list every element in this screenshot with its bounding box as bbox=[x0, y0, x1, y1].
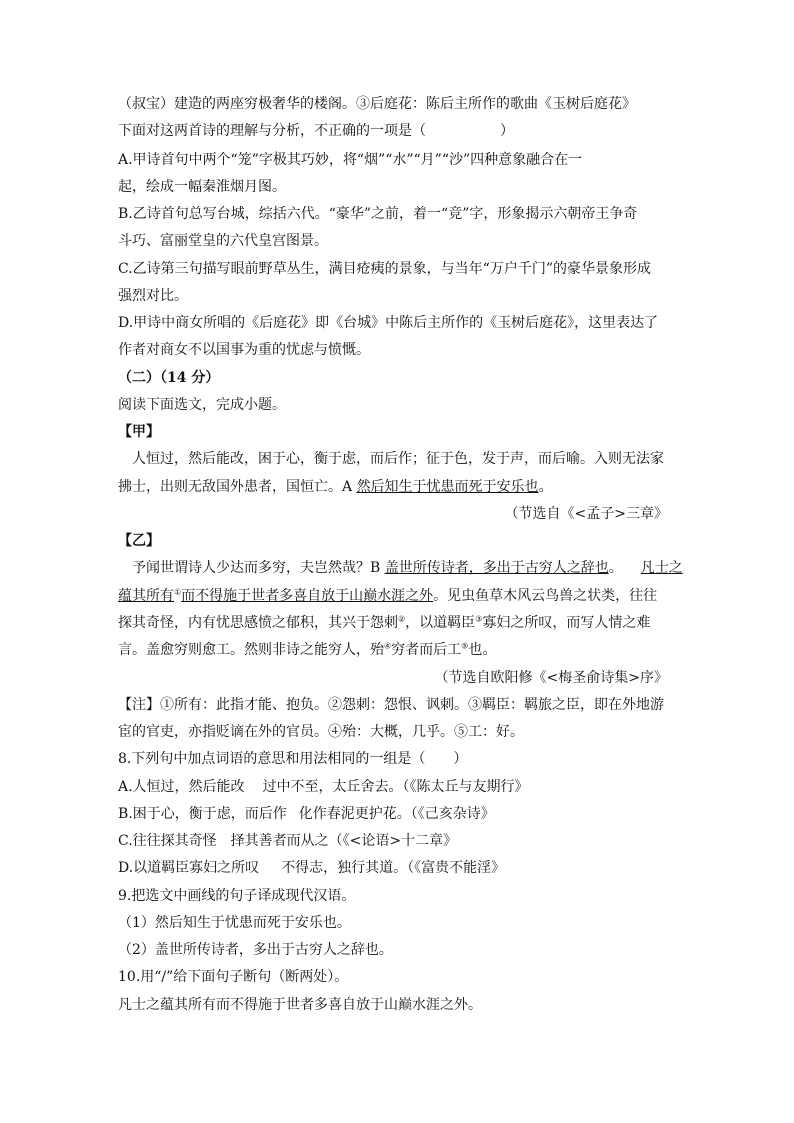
underlined-phrase: 凡士之 bbox=[640, 560, 683, 576]
option-d-line1: D.甲诗中商女所唱的《后庭花》即《台城》中陈后主所作的《玉树后庭花》，这里表达了 bbox=[118, 315, 659, 331]
passage-yi-line2 bbox=[118, 586, 678, 606]
passage-text: 寡妇之所叹，而写人情之难 bbox=[482, 615, 651, 631]
passage-text: 。 bbox=[608, 560, 623, 576]
underlined-phrase: 蕴其所有 bbox=[118, 588, 174, 604]
option-right: 过中不至，太丘舍去。（《陈太丘与友期行》 bbox=[262, 779, 529, 795]
option-left: A.人恒过，然后能改 bbox=[118, 779, 245, 795]
passage-yi-line1 bbox=[118, 558, 692, 578]
option-left: D.以道羁臣寡妇之所叹 bbox=[118, 860, 260, 876]
option-left: B.困于心，衡于虑，而后作 bbox=[118, 806, 287, 822]
option-a-line1: A.甲诗首句中两个“笼”字极其巧妙，将“烟”“水”“月”“沙”四种意象融合在一 bbox=[118, 152, 583, 168]
question-stem bbox=[118, 121, 678, 141]
option-right: 择其善者而从之（《<论语>十二章》 bbox=[230, 833, 458, 849]
option-left: C.往往探其奇怪 bbox=[118, 833, 217, 849]
passage-jia-label: 【甲】 bbox=[118, 424, 160, 440]
passage-jia-line1: 人恒过，然后能改，困于心，衡于虑，而后作；征于色，发于声，而后喻。入则无法家 bbox=[132, 451, 664, 467]
footnote-mark: ② bbox=[398, 614, 406, 624]
q8-option-d bbox=[118, 858, 678, 878]
footnote-mark: ① bbox=[174, 587, 182, 597]
passage-text: 探其奇怪，内有忧思感愤之郁积，其兴于怨刺 bbox=[118, 615, 398, 631]
question-stem-text: 下面对这两首诗的理解与分析，不正确的一项是（ bbox=[118, 123, 426, 139]
source-yi: （节选自欧阳修《<梅圣俞诗集>序》 bbox=[434, 670, 668, 686]
passage-text: 。 bbox=[538, 479, 553, 495]
option-right: 不得志，独行其道。（《富贵不能淫》 bbox=[281, 860, 506, 876]
underlined-phrase: 而不得施于世者多喜自放于山巅水涯之外 bbox=[181, 588, 434, 604]
option-b-line2: 斗巧、富丽堂皇的六代皇宫图景。 bbox=[118, 233, 328, 249]
passage-text: ，以道羁臣 bbox=[405, 615, 476, 631]
option-c-line2: 强烈对比。 bbox=[118, 288, 188, 304]
section-heading: （二）（14 分） bbox=[118, 370, 220, 386]
q10-sentence: 凡士之蕴其所有而不得施于世者多喜自放于山巅水涯之外。 bbox=[118, 997, 482, 1013]
source-jia: （节选自《<孟子>三章》 bbox=[504, 506, 668, 522]
question-9: 9.把选文中画线的句子译成现代汉语。 bbox=[118, 888, 356, 904]
passage-text: 言。盖愈穷则愈工。然则非诗之能穷人，殆 bbox=[118, 642, 384, 658]
notes-line2: 宦的官吏，亦指贬谪在外的官员。④殆：大概，几乎。⑤工：好。 bbox=[118, 724, 524, 740]
q8-option-b bbox=[118, 804, 678, 824]
underlined-sentence-a: 然后知生于忧患而死于安乐也 bbox=[356, 479, 539, 495]
instruction-text: 阅读下面选文，完成小题。 bbox=[118, 397, 286, 413]
footnote-mark: ③ bbox=[475, 614, 483, 624]
notes-line1: 【注】①所有：此指才能、抱负。②怨刺：怨恨、讽刺。③羁臣：羁旅之臣，即在外地游 bbox=[118, 697, 664, 713]
footnote-line: （叔宝）建造的两座穷极奢华的楼阁。③后庭花：陈后主所作的歌曲《玉树后庭花》 bbox=[118, 96, 636, 112]
passage-text: 也。 bbox=[468, 642, 497, 658]
option-right: 化作春泥更护花。（《己亥杂诗》 bbox=[298, 806, 495, 822]
passage-yi-line4 bbox=[118, 640, 678, 660]
option-c-line1: C.乙诗第三句描写眼前野草丛生，满目疮痍的景象，与当年“万户千门”的豪华景象形成 bbox=[118, 261, 651, 277]
passage-text: 。见虫鱼草木风云鸟兽之状类，往往 bbox=[433, 588, 658, 604]
q8-option-c bbox=[118, 831, 678, 851]
q9-item-2: （2）盖世所传诗者，多出于古穷人之辞也。 bbox=[118, 942, 393, 958]
question-10: 10.用“/”给下面句子断句（断两处）。 bbox=[118, 969, 349, 985]
option-d-line2: 作者对商女不以国事为重的忧虑与愤慨。 bbox=[118, 342, 370, 358]
underlined-sentence-b: 盖世所传诗者，多出于古穷人之辞也 bbox=[384, 560, 609, 576]
passage-text: 予闻世谓诗人少达而多穷，夫岂然哉？B bbox=[132, 560, 385, 576]
option-b-line1: B.乙诗首句总写台城，综括六代。“豪华”之前，着一“竞”字，形象揭示六朝帝王争奇 bbox=[118, 206, 638, 222]
footnote-mark: ④ bbox=[384, 641, 392, 651]
q9-item-1: （1）然后知生于忧患而死于安乐也。 bbox=[118, 915, 351, 931]
passage-yi-line3 bbox=[118, 613, 678, 633]
option-a-line2: 起，绘成一幅秦淮烟月图。 bbox=[118, 179, 286, 195]
question-stem-close: ） bbox=[500, 123, 514, 139]
question-8: 8.下列句中加点词语的意思和用法相同的一组是（ ） bbox=[118, 751, 468, 767]
q8-option-a bbox=[118, 777, 678, 797]
passage-text: 拂士，出则无敌国外患者，国恒亡。A bbox=[118, 479, 357, 495]
footnote-mark: ⑤ bbox=[461, 641, 469, 651]
passage-jia-line2 bbox=[118, 477, 678, 497]
passage-text: 穷者而后工 bbox=[391, 642, 462, 658]
passage-yi-label: 【乙】 bbox=[118, 533, 160, 549]
